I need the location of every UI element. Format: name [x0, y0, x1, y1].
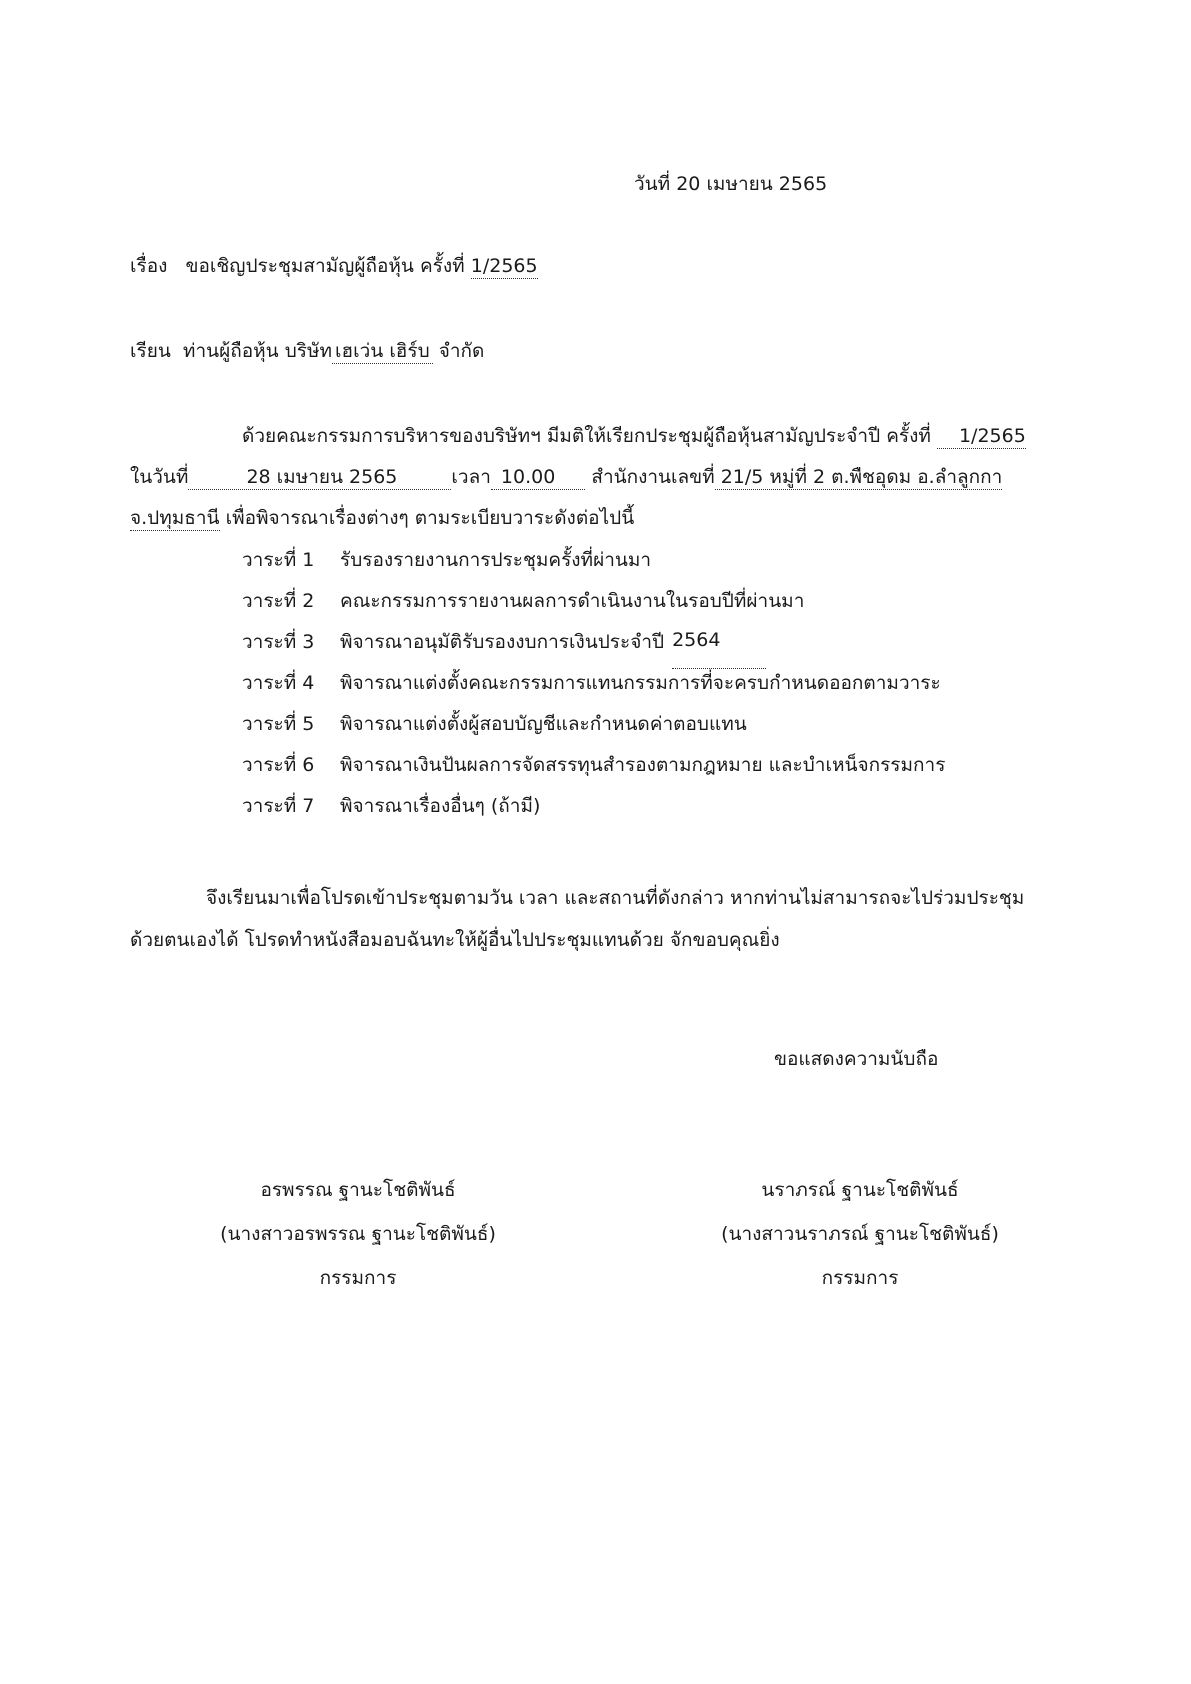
- signatory-left: [148, 1168, 568, 1300]
- agenda-text: พิจารณาเงินปันผลการจัดสรรทุนสำรองตามกฎหมาย และบำเหน็จกรรมการ: [340, 754, 946, 776]
- body-line-2: [130, 463, 1002, 491]
- signatory-position: กรรมการ: [821, 1267, 899, 1289]
- agenda-text: พิจารณาแต่งตั้งผู้สอบบัญชีและกำหนดค่าตอบแทน: [340, 713, 747, 735]
- meeting-address: 21/5 หมู่ที่ 2 ต.พืชอุดม อ.ลำลูกกา: [715, 465, 1003, 490]
- body-intro-text: ด้วยคณะกรรมการบริหารของบริษัทฯ มีมติให้เรียกประชุมผู้ถือหุ้นสามัญประจำปี ครั้งที่: [242, 425, 931, 447]
- agenda-number: วาระที่ 7: [242, 795, 315, 817]
- agenda-number: วาระที่ 5: [242, 713, 315, 735]
- agenda-item-3: [242, 628, 945, 669]
- signatory-right: [650, 1168, 1070, 1300]
- recipient-line: [130, 337, 484, 365]
- agenda-item-1: [242, 546, 945, 587]
- agenda-item-7: [242, 792, 945, 833]
- recipient-label: เรียน: [130, 340, 171, 362]
- closing-line-2: ด้วยตนเองได้ โปรดทำหนังสือมอบฉันทะให้ผู้อื่นไปประชุมแทนด้วย จักขอบคุณยิ่ง: [130, 929, 780, 951]
- subject-text: ขอเชิญประชุมสามัญผู้ถือหุ้น ครั้งที่: [185, 255, 465, 277]
- signatory-full-name: (นางสาวอรพรรณ ฐานะโชติพันธ์): [220, 1223, 496, 1245]
- body-line-1: [242, 422, 1026, 450]
- body-meeting-number: 1/2565: [937, 424, 1026, 449]
- agenda-number: วาระที่ 2: [242, 590, 315, 612]
- agenda-item-2: [242, 587, 945, 628]
- recipient-company: เฮเว่น เฮิร์บ: [332, 339, 433, 364]
- body-line-3: [130, 504, 634, 532]
- agenda-item-5: [242, 710, 945, 751]
- date-line: วันที่ 20 เมษายน 2565: [634, 173, 828, 195]
- agenda-number: วาระที่ 1: [242, 549, 315, 571]
- meeting-date: 28 เมษายน 2565: [188, 465, 451, 490]
- subject-label: เรื่อง: [130, 255, 168, 277]
- date-label: ในวันที่: [130, 466, 189, 488]
- subject-line: [130, 252, 538, 280]
- agenda-text: รับรองรายงานการประชุมครั้งที่ผ่านมา: [340, 549, 652, 571]
- place-label: สำนักงานเลขที่: [591, 466, 715, 488]
- agenda-text: คณะกรรมการรายงานผลการดำเนินงานในรอบปีที่ผ่านมา: [340, 590, 805, 612]
- closing-line-1: จึงเรียนมาเพื่อโปรดเข้าประชุมตามวัน เวลา และสถานที่ดังกล่าว หากท่านไม่สามารถจะไปร่วมประชุม: [206, 887, 1025, 909]
- agenda-text: พิจารณาเรื่องอื่นๆ (ถ้ามี): [340, 795, 541, 817]
- signature-name: นราภรณ์ ฐานะโชติพันธ์: [761, 1179, 959, 1201]
- signatory-full-name: (นางสาวนราภรณ์ ฐานะโชติพันธ์): [721, 1223, 999, 1245]
- recipient-suffix: จำกัด: [438, 340, 485, 362]
- body-purpose-text: เพื่อพิจารณาเรื่องต่างๆ ตามระเบียบวาระดังต่อไปนี้: [225, 507, 635, 529]
- agenda-number: วาระที่ 3: [242, 631, 315, 653]
- signature-name: อรพรรณ ฐานะโชติพันธ์: [260, 1179, 456, 1201]
- agenda-text: พิจารณาแต่งตั้งคณะกรรมการแทนกรรมการที่จะครบกำหนดออกตามวาระ: [340, 672, 941, 694]
- agenda-item-4: [242, 669, 945, 710]
- meeting-time: 10.00: [491, 465, 585, 490]
- time-label: เวลา: [451, 466, 491, 488]
- agenda-number: วาระที่ 4: [242, 672, 315, 694]
- agenda-text: พิจารณาอนุมัติรับรองงบการเงินประจำปี: [340, 631, 665, 653]
- signatory-position: กรรมการ: [319, 1267, 397, 1289]
- recipient-text: ท่านผู้ถือหุ้น บริษัท: [182, 340, 333, 362]
- meeting-province: จ.ปทุมธานี: [130, 507, 220, 529]
- agenda-list: [242, 546, 945, 833]
- subject-number: 1/2565: [470, 255, 538, 277]
- agenda-number: วาระที่ 6: [242, 754, 315, 776]
- regards-line: ขอแสดงความนับถือ: [774, 1048, 939, 1070]
- agenda-fiscal-year: 2564: [672, 628, 766, 669]
- agenda-item-6: [242, 751, 945, 792]
